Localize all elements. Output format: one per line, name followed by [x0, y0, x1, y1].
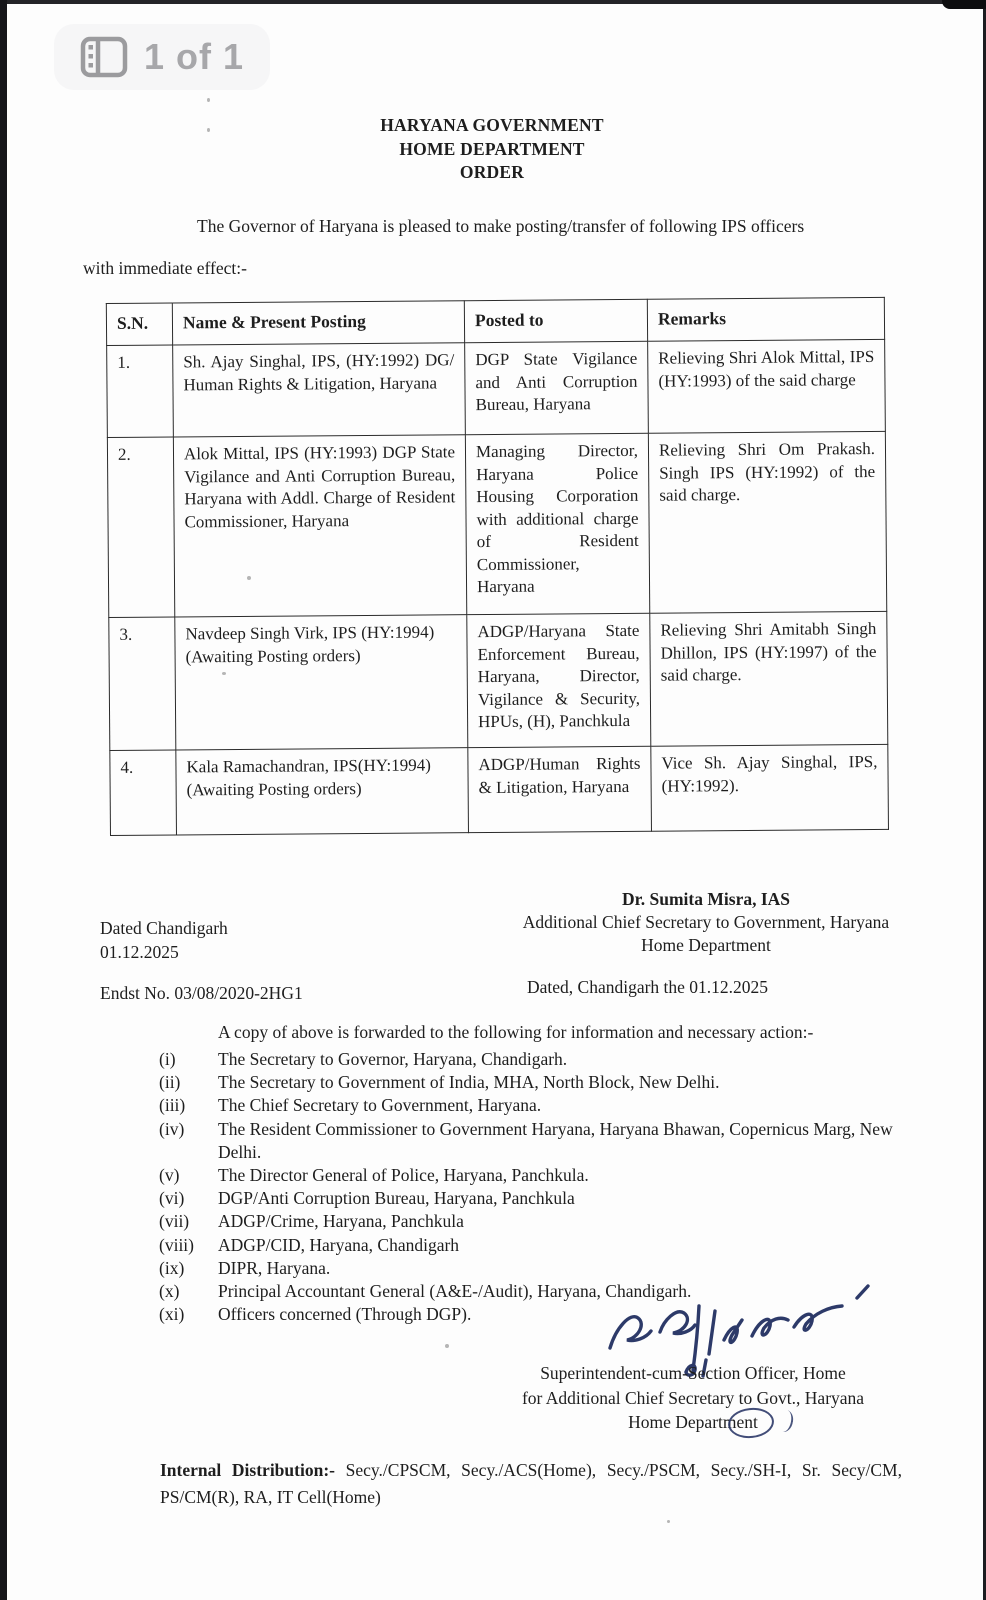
list-item: (x) Principal Accountant General (A&E-/Audit), Haryana, Chandigarh. — [159, 1281, 692, 1302]
scan-speck — [667, 1520, 670, 1523]
cell-sn: 4. — [110, 750, 177, 836]
header-sn: S.N. — [106, 303, 172, 346]
scan-speck — [222, 672, 226, 675]
scan-speck — [445, 1344, 449, 1348]
dated-block — [100, 916, 228, 964]
document-title — [87, 114, 897, 185]
page-indicator-label: 1 of 1 — [144, 36, 245, 77]
footer-sign-line3: Home Department — [628, 1412, 758, 1433]
signatory-title: Additional Chief Secretary to Government, Haryana — [522, 912, 890, 932]
list-item: (ix) DIPR, Haryana. — [159, 1257, 331, 1278]
list-item: (i) The Secretary to Governor, Haryana, Chandigarh. — [159, 1049, 568, 1069]
internal-distribution-text: Secy./CPSCM, Secy./ACS(Home), Secy./PSCM, Secy./SH-I, Sr. Secy/CM, PS/CM(R), RA, IT Cell(Home) — [160, 1460, 902, 1507]
intro-paragraph-line2: with immediate effect:- — [83, 258, 247, 278]
cell-sn: 3. — [109, 617, 176, 751]
cell-sn: 1. — [107, 345, 174, 438]
endorsement-number: Endst No. 03/08/2020-2HG1 — [100, 983, 303, 1003]
signatory-name: Dr. Sumita Misra, IAS — [621, 889, 791, 909]
document-page — [7, 0, 983, 1600]
list-item: (viii) ADGP/CID, Haryana, Chandigarh — [159, 1234, 460, 1255]
signatory-department: Home Department — [641, 935, 771, 955]
title-line-1: HARYANA GOVERNMENT — [380, 115, 604, 135]
scan-speck — [207, 128, 210, 132]
header-name: Name & Present Posting — [172, 301, 464, 345]
endorsement-date: Dated, Chandigarh the 01.12.2025 — [527, 977, 769, 997]
footer-signatory-block — [487, 1361, 899, 1435]
cell-sn: 2. — [107, 437, 174, 618]
header-remarks: Remarks — [647, 297, 884, 341]
cell-name: Navdeep Singh Virk, IPS (HY:1994) (Awaiting Posting orders) — [175, 615, 468, 750]
table-header-row — [106, 297, 884, 345]
list-item: (iv) The Resident Commissioner to Government Haryana, Haryana Bhawan, Copernicus Marg, New Delhi. — [159, 1118, 893, 1162]
table-row — [109, 611, 888, 750]
cell-remarks: Vice Sh. Ajay Singhal, IPS, (HY:1992). — [651, 744, 889, 831]
internal-distribution — [160, 1457, 902, 1511]
scan-speck — [207, 98, 210, 102]
table-row — [107, 339, 886, 437]
cell-name: Kala Ramachandran, IPS(HY:1994) (Awaiting Posting orders) — [176, 748, 469, 835]
internal-distribution-label: Internal Distribution:- — [160, 1460, 335, 1480]
table-row — [110, 744, 889, 835]
forwarding-line: A copy of above is forwarded to the following for information and necessary action:- — [218, 1022, 814, 1042]
list-item: (v) The Director General of Police, Haryana, Panchkula. — [159, 1165, 589, 1186]
cell-remarks: Relieving Shri Alok Mittal, IPS (HY:1993) of the said charge — [648, 339, 886, 433]
cell-remarks: Relieving Shri Om Prakash. Singh IPS (HY:1992) of the said charge. — [648, 431, 886, 613]
cell-remarks: Relieving Shri Amitabh Singh Dhillon, IPS (HY:1997) of the said charge. — [650, 611, 888, 746]
cell-posted: DGP State Vigilance and Anti Corruption Bureau, Haryana — [465, 341, 649, 434]
signatory-block — [504, 888, 908, 957]
dated-place: Dated Chandigarh — [100, 918, 228, 938]
scan-speck — [247, 576, 251, 580]
title-line-2: HOME DEPARTMENT — [399, 138, 585, 159]
intro-paragraph-line1: The Governor of Haryana is pleased to make posting/transfer of following IPS officers — [197, 216, 805, 236]
list-item: (vi) DGP/Anti Corruption Bureau, Haryana, Panchkula — [159, 1188, 575, 1209]
title-line-3: ORDER — [459, 162, 525, 182]
cell-name: Sh. Ajay Singhal, IPS, (HY:1992) DG/ Human Rights & Litigation, Haryana — [173, 343, 466, 437]
cell-posted: ADGP/Human Rights & Litigation, Haryana — [468, 746, 652, 832]
list-item: (ii) The Secretary to Government of India, MHA, North Block, New Delhi. — [159, 1072, 720, 1093]
posting-transfer-table — [106, 297, 889, 836]
screen-edge-left — [0, 0, 7, 1600]
cell-posted: ADGP/Haryana State Enforcement Bureau, Haryana, Director, Vigilance & Security, HPUs, (H), Panchkula — [467, 613, 651, 747]
footer-sign-line2: for Additional Chief Secretary to Govt., Haryana — [521, 1387, 865, 1408]
list-item: (vii) ADGP/Crime, Haryana, Panchkula — [159, 1211, 464, 1232]
table-row — [107, 431, 886, 617]
cell-posted: Managing Director, Haryana Police Housing Corporation with additional charge of Resident Commissioner, Haryana — [465, 433, 649, 614]
footer-sign-line1: Superintendent-cum-Section Officer, Home — [540, 1363, 846, 1383]
dated-date: 01.12.2025 — [100, 942, 179, 962]
cell-name: Alok Mittal, IPS (HY:1993) DGP State Vigilance and Anti Corruption Bureau, Haryana with Addl. Charge of Resident Commissioner, Haryana — [173, 435, 466, 617]
header-posted: Posted to — [464, 299, 647, 342]
list-item: (xi) Officers concerned (Through DGP). — [159, 1304, 472, 1325]
list-item: (iii) The Chief Secretary to Government, Haryana. — [159, 1095, 542, 1116]
